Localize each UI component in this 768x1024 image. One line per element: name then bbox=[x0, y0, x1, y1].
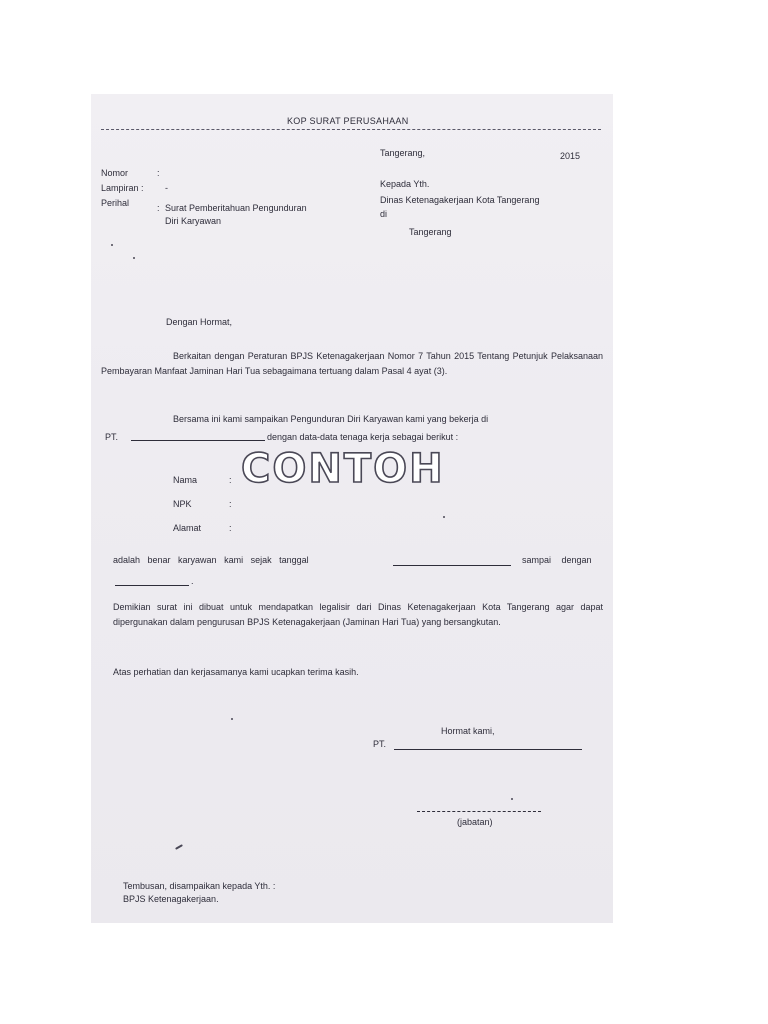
paragraph-4: Demikian surat ini dibuat untuk mendapatkan legalisir dari Dinas Ketenagakerjaan Kota Tangerang agar dapat dipergunakan dalam pengurusan BPJS Ketenagakerjaan (Jaminan Hari Tua) yang bersangkutan. bbox=[113, 602, 603, 627]
scan-speck bbox=[133, 257, 135, 259]
scan-speck bbox=[231, 718, 233, 720]
letterhead-title: KOP SURAT PERUSAHAAN bbox=[287, 116, 409, 126]
recipient-dinas: Dinas Ketenagakerjaan Kota Tangerang bbox=[380, 195, 540, 205]
tembusan-line-1: Tembusan, disampaikan kepada Yth. : bbox=[123, 881, 276, 891]
company-name-blank bbox=[131, 432, 265, 441]
perihal-label: Perihal bbox=[101, 198, 130, 208]
closing-hormat: Hormat kami, bbox=[441, 726, 495, 736]
field-npk-label: NPK bbox=[173, 499, 192, 509]
letter-year: 2015 bbox=[560, 151, 581, 161]
paragraph-2-pt-label: PT. bbox=[105, 432, 119, 442]
signature-line bbox=[417, 811, 541, 812]
contoh-watermark-stamp: CONTOH bbox=[241, 446, 445, 492]
jabatan-label: (jabatan) bbox=[457, 817, 493, 827]
scan-speck bbox=[511, 798, 513, 800]
scan-speck bbox=[443, 516, 445, 518]
letter-page bbox=[91, 94, 613, 923]
scan-speck bbox=[111, 244, 113, 246]
letter-city-date: Tangerang, bbox=[380, 148, 426, 158]
perihal-line-1: Surat Pemberitahuan Pengunduran bbox=[165, 203, 307, 213]
recipient-di: di bbox=[380, 209, 388, 219]
field-npk-separator: : bbox=[229, 499, 232, 509]
paragraph-2-line-2: dengan data-data tenaga kerja sebagai berikut : bbox=[267, 432, 459, 442]
letterhead-divider bbox=[101, 129, 601, 130]
recipient-kepada: Kepada Yth. bbox=[380, 179, 430, 189]
tembusan-line-2: BPJS Ketenagakerjaan. bbox=[123, 894, 219, 904]
recipient-city: Tangerang bbox=[409, 227, 452, 237]
start-date-blank bbox=[393, 557, 511, 566]
company-signature-line bbox=[394, 749, 582, 750]
perihal-separator: : bbox=[157, 203, 160, 213]
lampiran-label: Lampiran : bbox=[101, 183, 144, 193]
field-nama-separator: : bbox=[229, 475, 232, 485]
paragraph-3-mid: sampai dengan bbox=[522, 555, 592, 565]
nomor-label: Nomor bbox=[101, 168, 129, 178]
field-nama-label: Nama bbox=[173, 475, 198, 485]
paragraph-1: Berkaitan dengan Peraturan BPJS Ketenagakerjaan Nomor 7 Tahun 2015 Tentang Petunjuk Pelaksanaan Pembayaran Manfaat Jaminan Hari Tua sebagaimana tertuang dalam Pasal 4 ayat (3). bbox=[101, 351, 603, 376]
paragraph-5: Atas perhatian dan kerjasamanya kami ucapkan terima kasih. bbox=[113, 667, 359, 677]
salutation: Dengan Hormat, bbox=[166, 317, 233, 327]
paragraph-3-start: adalah benar karyawan kami sejak tanggal bbox=[113, 555, 309, 565]
end-date-blank bbox=[115, 577, 189, 586]
scan-speck bbox=[175, 844, 183, 850]
closing-pt-label: PT. bbox=[373, 739, 387, 749]
nomor-separator: : bbox=[157, 168, 160, 178]
field-alamat-label: Alamat bbox=[173, 523, 202, 533]
field-alamat-separator: : bbox=[229, 523, 232, 533]
perihal-line-2: Diri Karyawan bbox=[165, 216, 222, 226]
lampiran-value: - bbox=[165, 183, 168, 193]
paragraph-3-end: . bbox=[191, 576, 194, 586]
paragraph-2-line-1: Bersama ini kami sampaikan Pengunduran Diri Karyawan kami yang bekerja di bbox=[173, 414, 489, 424]
